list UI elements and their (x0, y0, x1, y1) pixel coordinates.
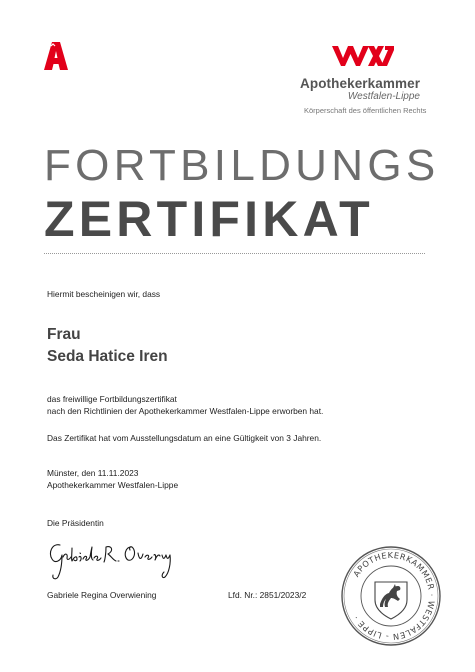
body-text-line1: das freiwillige Fortbildungszertifikat (47, 394, 177, 404)
apothekerkammer-wl-mark-icon (332, 44, 394, 68)
handwritten-signature (46, 533, 176, 583)
certificate-title-line2: ZERTIFIKAT (44, 191, 374, 247)
recipient-salutation: Frau (47, 326, 81, 343)
chamber-name: Apothekerkammer (300, 76, 421, 91)
apotheke-a-icon (42, 40, 70, 72)
body-text-line2: nach den Richtlinien der Apothekerkammer Westfalen-Lippe erworben hat. (47, 406, 324, 416)
signatory-role: Die Präsidentin (47, 518, 104, 528)
issuer-name: Apothekerkammer Westfalen-Lippe (47, 480, 179, 490)
validity-text: Das Zertifikat hat vom Ausstellungsdatum an eine Gültigkeit von 3 Jahren. (47, 433, 322, 443)
recipient-name: Seda Hatice Iren (47, 348, 168, 365)
signatory-name: Gabriele Regina Overwiening (47, 590, 157, 600)
westphalian-horse-seal-icon (340, 545, 442, 647)
intro-text: Hiermit bescheinigen wir, dass (47, 289, 161, 299)
title-divider (44, 253, 425, 254)
chamber-logo (300, 44, 428, 115)
reference-number: Lfd. Nr.: 2851/2023/2 (228, 590, 307, 600)
chamber-subtitle: Körperschaft des öffentlichen Rechts (304, 106, 427, 115)
place-date: Münster, den 11.11.2023 (47, 468, 139, 478)
chamber-region: Westfalen-Lippe (347, 91, 420, 102)
certificate-title-line1: FORTBILDUNGS (44, 141, 440, 190)
seal-text: APOTHEKERKAMMER · WESTFALEN - LIPPE · (350, 549, 438, 643)
